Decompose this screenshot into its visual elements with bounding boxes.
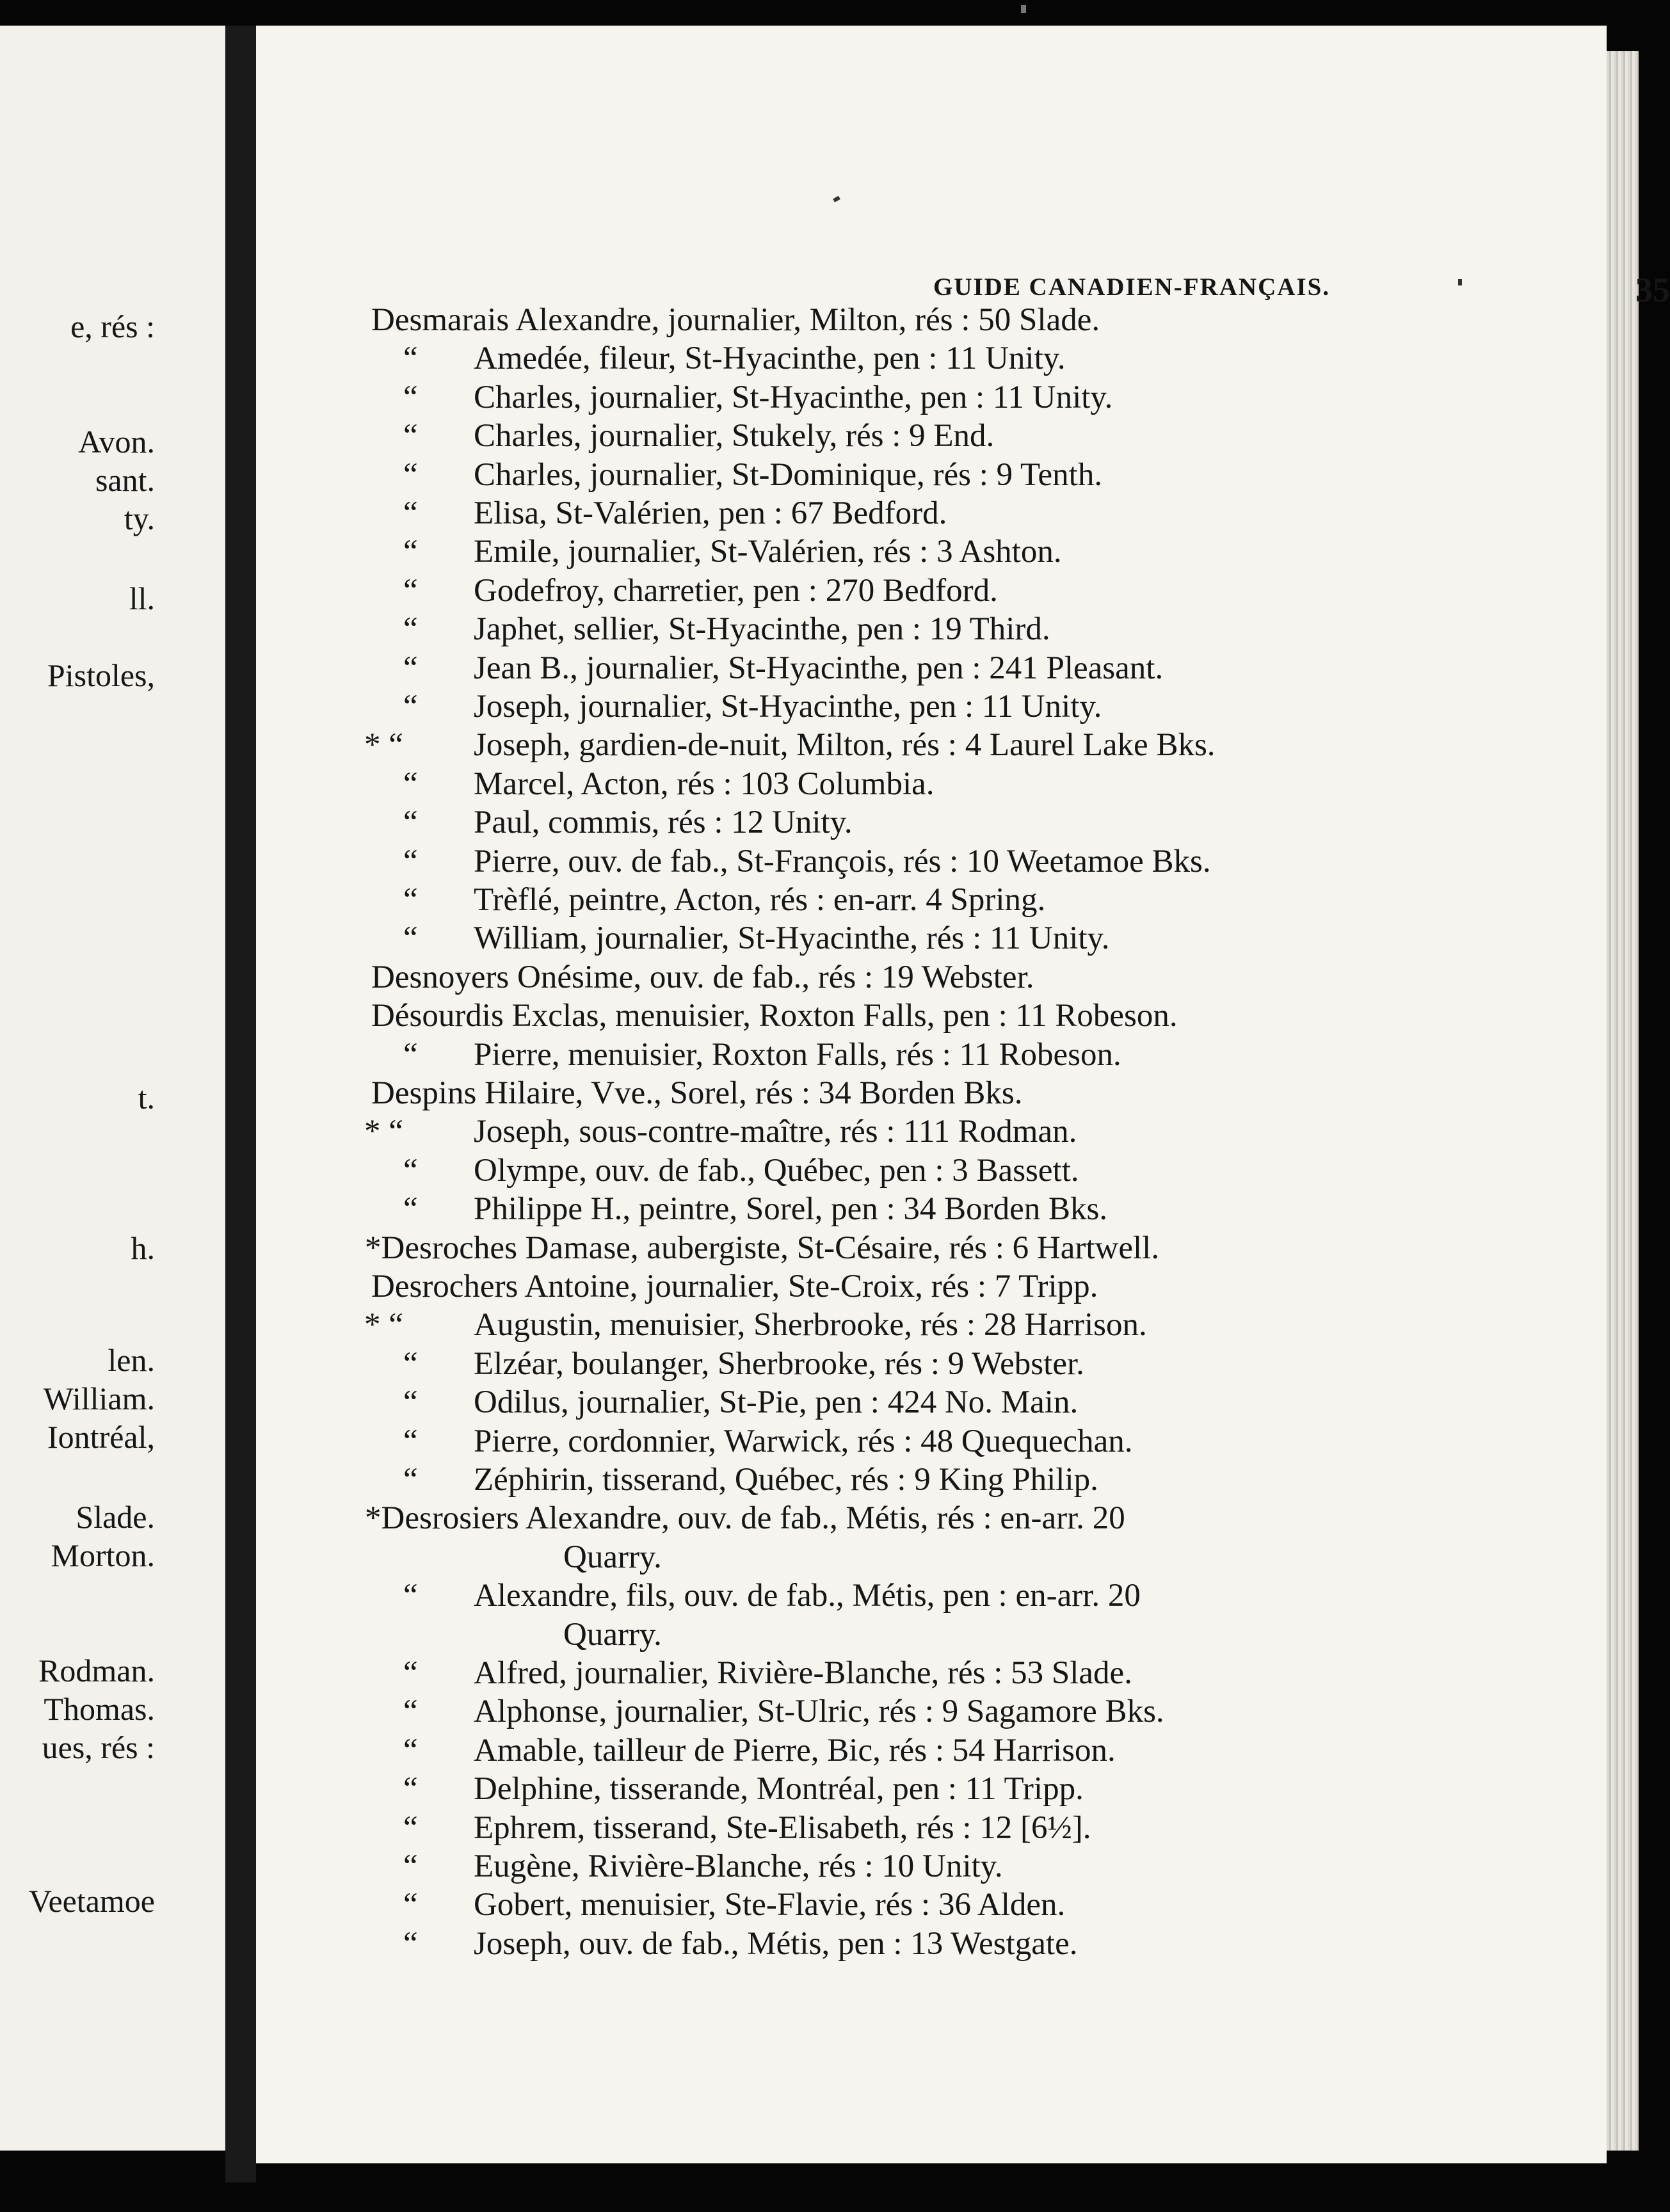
entry-text: Elzéar, boulanger, Sherbrooke, rés : 9 Webster. (474, 1345, 1084, 1382)
ink-speck (1021, 5, 1026, 13)
book-spine (225, 26, 256, 2183)
left-page-line: Morton. (51, 1537, 155, 1573)
entry-text: Desrochers Antoine, journalier, Ste-Croix, rés : 7 Tripp. (371, 1269, 1098, 1304)
ditto-mark: “ (403, 379, 418, 415)
entry-text: Pierre, cordonnier, Warwick, rés : 48 Quequechan. (474, 1423, 1133, 1459)
ditto-mark: “ (403, 1152, 418, 1189)
ink-speck (1458, 279, 1462, 285)
entry-text: Desnoyers Onésime, ouv. de fab., rés : 19 Webster. (371, 959, 1034, 995)
entry-text: Despins Hilaire, Vve., Sorel, rés : 34 Borden Bks. (371, 1075, 1023, 1111)
entry-text: Elisa, St-Valérien, pen : 67 Bedford. (474, 495, 947, 531)
left-page-line: e, rés : (70, 309, 155, 344)
ditto-mark: “ (403, 611, 418, 648)
entry-text: *Desroches Damase, aubergiste, St-Césaire, rés : 6 Hartwell. (365, 1230, 1160, 1266)
ditto-mark: “ (403, 805, 418, 841)
page-number: 35 (1635, 271, 1670, 309)
left-page-line: Iontréal, (47, 1419, 155, 1455)
entry-continuation-text: Quarry. (563, 1616, 662, 1653)
entry-text: Charles, journalier, Stukely, rés : 9 End. (474, 418, 995, 454)
asterisk-ditto-mark: * “ (364, 727, 403, 764)
left-page (0, 26, 225, 2151)
entry-text: Philippe H., peintre, Sorel, pen : 34 Borden Bks. (474, 1191, 1108, 1228)
left-page-line: ues, rés : (42, 1729, 155, 1765)
left-page-line: Slade. (76, 1499, 155, 1535)
ditto-mark: “ (403, 689, 418, 725)
ditto-mark: “ (403, 1655, 418, 1691)
left-page-line: Veetamoe (28, 1883, 155, 1919)
ditto-mark: “ (403, 1578, 418, 1614)
left-page-line: ll. (129, 581, 155, 616)
ditto-mark: “ (403, 765, 418, 802)
asterisk-ditto-mark: * “ (364, 1307, 403, 1343)
entry-text: Japhet, sellier, St-Hyacinthe, pen : 19 Third. (474, 611, 1050, 648)
ditto-mark: “ (403, 1887, 418, 1923)
entry-text: Zéphirin, tisserand, Québec, rés : 9 King Philip. (474, 1462, 1098, 1498)
entry-text: Trèflé, peintre, Acton, rés : en-arr. 4 Spring. (474, 882, 1046, 918)
entry-text: Pierre, ouv. de fab., St-François, rés : 10 Weetamoe Bks. (474, 843, 1211, 879)
entry-text: Joseph, gardien-de-nuit, Milton, rés : 4 Laurel Lake Bks. (474, 727, 1216, 764)
asterisk-ditto-mark: * “ (364, 1114, 403, 1150)
left-page-line: Pistoles, (47, 657, 155, 693)
ditto-mark: “ (403, 1732, 418, 1768)
ditto-mark: “ (403, 1848, 418, 1884)
left-page-line: sant. (95, 462, 155, 498)
entry-text: Eugène, Rivière-Blanche, rés : 10 Unity. (474, 1848, 1003, 1884)
ditto-mark: “ (403, 341, 418, 377)
ditto-mark: “ (403, 1384, 418, 1421)
entry-text: Joseph, journalier, St-Hyacinthe, pen : 11 Unity. (474, 689, 1102, 725)
entry-text: Jean B., journalier, St-Hyacinthe, pen : 241 Pleasant. (474, 650, 1164, 686)
entry-text: Amedée, fileur, St-Hyacinthe, pen : 11 Unity. (474, 341, 1066, 377)
ditto-mark: “ (403, 1771, 418, 1807)
entry-text: Delphine, tisserande, Montréal, pen : 11 Tripp. (474, 1771, 1084, 1807)
ditto-mark: “ (403, 920, 418, 957)
entry-text: Paul, commis, rés : 12 Unity. (474, 805, 853, 841)
entry-text: Augustin, menuisier, Sherbrooke, rés : 28 Harrison. (474, 1307, 1147, 1343)
entry-text: Joseph, ouv. de fab., Métis, pen : 13 Westgate. (474, 1925, 1078, 1962)
ditto-mark: “ (403, 1423, 418, 1459)
right-page (256, 26, 1670, 2163)
ditto-mark: “ (403, 882, 418, 918)
entry-text: Charles, journalier, St-Hyacinthe, pen : 11 Unity. (474, 379, 1113, 415)
entry-text: Alexandre, fils, ouv. de fab., Métis, pen : en-arr. 20 (474, 1578, 1141, 1614)
ditto-mark: “ (403, 495, 418, 531)
entry-text: Godefroy, charretier, pen : 270 Bedford. (474, 572, 998, 609)
entry-text: Emile, journalier, St-Valérien, rés : 3 Ashton. (474, 534, 1062, 570)
entry-text: Marcel, Acton, rés : 103 Columbia. (474, 765, 935, 802)
ditto-mark: “ (403, 1036, 418, 1073)
ditto-mark: “ (403, 572, 418, 609)
ditto-mark: “ (403, 1345, 418, 1382)
ditto-mark: “ (403, 843, 418, 879)
ditto-mark: “ (403, 1694, 418, 1730)
entry-text: *Desrosiers Alexandre, ouv. de fab., Métis, rés : en-arr. 20 (365, 1500, 1125, 1537)
left-page-line: Thomas. (44, 1691, 155, 1727)
ditto-mark: “ (403, 1925, 418, 1962)
left-page-line: William. (43, 1381, 155, 1416)
left-page-line: len. (108, 1342, 155, 1378)
entry-text: Ephrem, tisserand, Ste-Elisabeth, rés : 12 [6½]. (474, 1809, 1091, 1846)
running-header: GUIDE CANADIEN-FRANÇAIS. (933, 273, 1331, 301)
entry-text: Alfred, journalier, Rivière-Blanche, rés : 53 Slade. (474, 1655, 1132, 1691)
ditto-mark: “ (403, 1809, 418, 1846)
entry-continuation-text: Quarry. (563, 1539, 662, 1575)
ditto-mark: “ (403, 650, 418, 686)
entry-text: Gobert, menuisier, Ste-Flavie, rés : 36 Alden. (474, 1887, 1066, 1923)
entry-text: Amable, tailleur de Pierre, Bic, rés : 54 Harrison. (474, 1732, 1116, 1768)
left-page-line: Rodman. (38, 1653, 155, 1688)
ditto-mark: “ (403, 418, 418, 454)
page-edge (1607, 51, 1639, 2151)
ditto-mark: “ (403, 534, 418, 570)
entry-text: Olympe, ouv. de fab., Québec, pen : 3 Bassett. (474, 1152, 1079, 1189)
entry-text: Joseph, sous-contre-maître, rés : 111 Rodman. (474, 1114, 1077, 1150)
left-page-line: ty. (124, 501, 155, 536)
left-page-line: Avon. (78, 424, 155, 460)
left-page-line: h. (131, 1230, 155, 1266)
ditto-mark: “ (403, 456, 418, 493)
entry-text: Desmarais Alexandre, journalier, Milton, rés : 50 Slade. (371, 302, 1100, 338)
ditto-mark: “ (403, 1462, 418, 1498)
entry-text: Pierre, menuisier, Roxton Falls, rés : 11 Robeson. (474, 1036, 1121, 1073)
entry-text: Charles, journalier, St-Dominique, rés : 9 Tenth. (474, 456, 1103, 493)
entry-text: Odilus, journalier, St-Pie, pen : 424 No. Main. (474, 1384, 1079, 1421)
left-page-line: t. (138, 1080, 155, 1116)
ditto-mark: “ (403, 1191, 418, 1228)
entry-text: William, journalier, St-Hyacinthe, rés : 11 Unity. (474, 920, 1110, 957)
entry-text: Alphonse, journalier, St-Ulric, rés : 9 Sagamore Bks. (474, 1694, 1164, 1730)
entry-text: Désourdis Exclas, menuisier, Roxton Falls, pen : 11 Robeson. (371, 998, 1178, 1034)
